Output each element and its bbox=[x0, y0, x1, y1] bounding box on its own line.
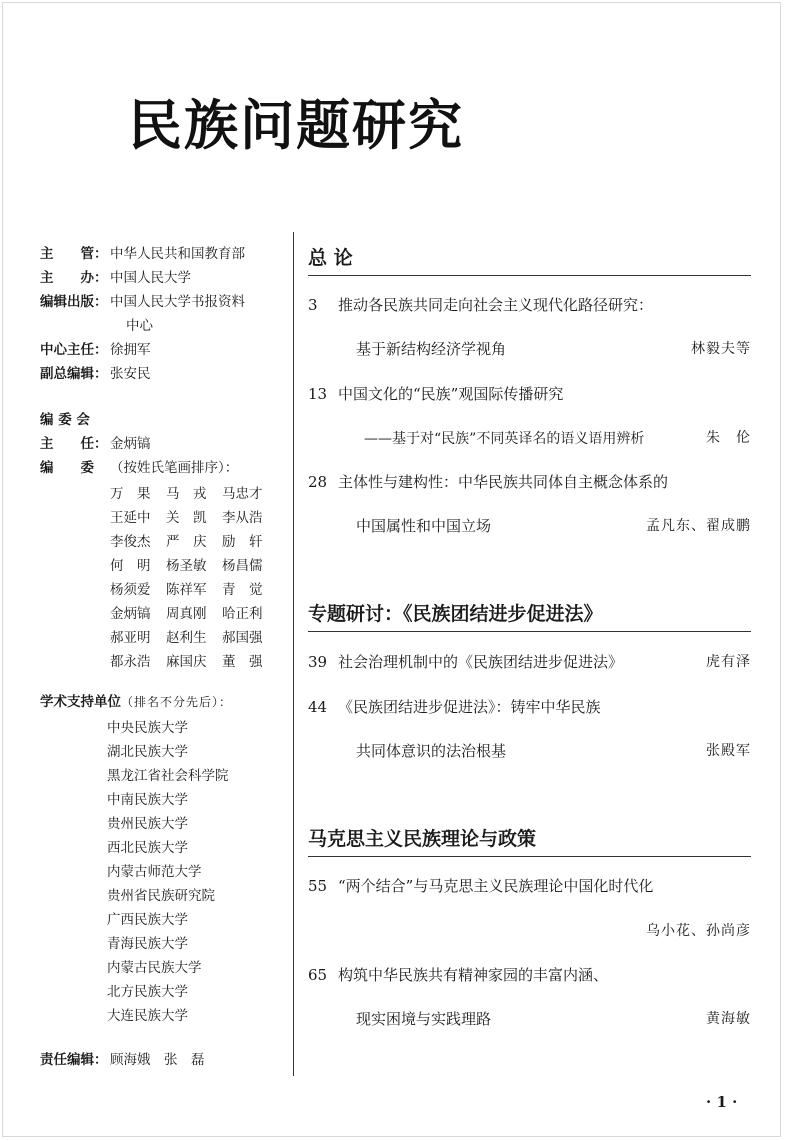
toc-entry-65-line2[interactable] bbox=[308, 1006, 751, 1032]
toc-article-title: “两个结合”与马克思主义民族理论中国化时代化 bbox=[338, 877, 654, 895]
toc-page-number: 39 bbox=[308, 653, 328, 671]
member-name: 赵利生 bbox=[166, 630, 207, 646]
members-label: 编 委 bbox=[40, 460, 94, 476]
toc-article-title: 《民族团结进步促进法》：铸牢中华民族 bbox=[338, 698, 601, 716]
masthead-publisher-line2 bbox=[126, 316, 153, 336]
toc-entry-28-line2[interactable] bbox=[308, 513, 751, 539]
column-divider bbox=[293, 232, 294, 1076]
member-name: 杨圣敏 bbox=[166, 558, 207, 574]
member-row bbox=[110, 482, 290, 506]
member-name: 李从浩 bbox=[222, 510, 263, 526]
support-unit: 中央民族大学 bbox=[107, 720, 188, 736]
toc-article-title: 推动各民族共同走向社会主义现代化路径研究： bbox=[338, 296, 654, 314]
masthead-editor bbox=[40, 1050, 205, 1070]
toc-entry-44-line1[interactable] bbox=[308, 694, 751, 720]
support-label: 学术支持单位 bbox=[40, 694, 121, 710]
toc-entry-3-line1[interactable] bbox=[308, 292, 751, 318]
publisher-value-line2: 中心 bbox=[126, 318, 153, 334]
member-name: 青 觉 bbox=[222, 582, 263, 598]
publisher-label: 编辑出版： bbox=[40, 294, 108, 310]
toc-author: 朱 伦 bbox=[706, 430, 751, 446]
member-name: 董 强 bbox=[222, 654, 263, 670]
toc-entry-3-line2[interactable] bbox=[308, 336, 751, 362]
sponsor-value: 中华人民共和国教育部 bbox=[110, 246, 245, 262]
support-unit: 内蒙古师范大学 bbox=[107, 864, 202, 880]
member-name: 郝亚明 bbox=[110, 630, 151, 646]
member-row bbox=[110, 578, 290, 602]
member-name: 金炳镐 bbox=[110, 606, 151, 622]
toc-author: 孟凡东、翟成鹏 bbox=[646, 518, 751, 534]
member-name: 麻国庆 bbox=[166, 654, 207, 670]
member-name: 杨须爱 bbox=[110, 582, 151, 598]
member-name: 王延中 bbox=[110, 510, 151, 526]
member-row bbox=[110, 554, 290, 578]
masthead-director bbox=[40, 340, 151, 360]
masthead-members-heading bbox=[40, 458, 238, 478]
member-name: 马忠才 bbox=[222, 486, 263, 502]
toc-author: 张殿军 bbox=[706, 743, 751, 759]
member-row bbox=[110, 530, 290, 554]
member-name: 何 明 bbox=[110, 558, 151, 574]
support-unit: 青海民族大学 bbox=[107, 936, 188, 952]
support-unit: 贵州省民族研究院 bbox=[107, 888, 215, 904]
toc-article-title: 构筑中华民族共有精神家园的丰富内涵、 bbox=[338, 966, 609, 984]
member-name: 励 轩 bbox=[222, 534, 263, 550]
member-name: 都永浩 bbox=[110, 654, 151, 670]
toc-page-number: 3 bbox=[308, 296, 318, 314]
toc-article-title: 社会治理机制中的《民族团结进步促进法》 bbox=[338, 653, 624, 671]
member-name: 马 戎 bbox=[166, 486, 207, 502]
member-name: 周真刚 bbox=[166, 606, 207, 622]
member-row bbox=[110, 506, 290, 530]
member-name: 杨昌儒 bbox=[222, 558, 263, 574]
support-unit: 黑龙江省社会科学院 bbox=[107, 768, 229, 784]
committee-heading: 编 委 会 bbox=[40, 412, 90, 428]
member-name: 严 庆 bbox=[166, 534, 207, 550]
editor-value: 顾海娥 张 磊 bbox=[110, 1052, 205, 1068]
masthead-sponsor bbox=[40, 244, 245, 264]
toc-article-subtitle: 基于新结构经济学视角 bbox=[356, 340, 507, 358]
deputy-label: 副总编辑： bbox=[40, 366, 108, 382]
toc-article-title: 中国文化的“民族”观国际传播研究 bbox=[338, 385, 564, 403]
member-name: 哈正利 bbox=[222, 606, 263, 622]
member-name: 万 果 bbox=[110, 486, 151, 502]
toc-author: 虎有泽 bbox=[706, 654, 751, 670]
toc-page-number: 28 bbox=[308, 473, 328, 491]
committee-heading-row bbox=[40, 410, 90, 430]
support-unit: 大连民族大学 bbox=[107, 1008, 188, 1024]
support-unit: 西北民族大学 bbox=[107, 840, 188, 856]
toc-page-number: 44 bbox=[308, 698, 328, 716]
host-label: 主 办： bbox=[40, 270, 108, 286]
member-name: 郝国强 bbox=[222, 630, 263, 646]
publisher-value-line1: 中国人民大学书报资料 bbox=[110, 294, 245, 310]
support-unit: 贵州民族大学 bbox=[107, 816, 188, 832]
chair-label: 主 任： bbox=[40, 436, 108, 452]
member-row bbox=[110, 626, 290, 650]
sponsor-label: 主 管： bbox=[40, 246, 108, 262]
toc-entry-13-line1[interactable] bbox=[308, 381, 751, 407]
journal-title: 民族问题研究 bbox=[128, 93, 464, 157]
toc-article-subtitle: 现实困境与实践理路 bbox=[356, 1010, 492, 1028]
member-row bbox=[110, 602, 290, 626]
editor-label: 责任编辑： bbox=[40, 1052, 108, 1068]
toc-entry-55-line2[interactable] bbox=[308, 918, 751, 944]
support-unit: 内蒙古民族大学 bbox=[107, 960, 202, 976]
director-label: 中心主任： bbox=[40, 342, 108, 358]
toc-entry-55-line1[interactable] bbox=[308, 873, 751, 899]
toc-author: 林毅夫等 bbox=[691, 341, 751, 357]
toc-entry-13-line2[interactable] bbox=[308, 425, 751, 451]
toc-article-title: 主体性与建构性：中华民族共同体自主概念体系的 bbox=[338, 473, 669, 491]
support-unit: 广西民族大学 bbox=[107, 912, 188, 928]
toc-page-number: 13 bbox=[308, 385, 328, 403]
deputy-value: 张安民 bbox=[110, 366, 151, 382]
support-unit-list bbox=[107, 716, 229, 1028]
support-note: （排名不分先后）： bbox=[121, 695, 233, 709]
toc-entry-65-line1[interactable] bbox=[308, 962, 751, 988]
support-heading bbox=[40, 692, 232, 712]
members-note: （按姓氏笔画排序）： bbox=[110, 460, 239, 476]
masthead-host bbox=[40, 268, 191, 288]
section-title-marxism: 马克思主义民族理论与政策 bbox=[308, 825, 751, 857]
masthead-chair bbox=[40, 434, 151, 454]
member-name: 关 凯 bbox=[166, 510, 207, 526]
member-grid bbox=[110, 482, 290, 674]
toc-page-number: 65 bbox=[308, 966, 328, 984]
member-name: 陈祥军 bbox=[166, 582, 207, 598]
section-title-general: 总 论 bbox=[308, 244, 751, 276]
member-name: 李俊杰 bbox=[110, 534, 151, 550]
support-unit: 湖北民族大学 bbox=[107, 744, 188, 760]
toc-entry-28-line1[interactable] bbox=[308, 469, 751, 495]
host-value: 中国人民大学 bbox=[110, 270, 191, 286]
toc-article-subtitle: ——基于对“民族”不同英译名的语义语用辨析 bbox=[364, 431, 645, 447]
toc-article-subtitle: 中国属性和中国立场 bbox=[356, 517, 492, 535]
page-number: · 1 · bbox=[706, 1093, 738, 1111]
toc-article-subtitle: 共同体意识的法治根基 bbox=[356, 742, 507, 760]
member-row bbox=[110, 650, 290, 674]
support-unit: 北方民族大学 bbox=[107, 984, 188, 1000]
toc-entry-39[interactable] bbox=[308, 649, 751, 675]
toc-page-number: 55 bbox=[308, 877, 328, 895]
section-title-special-topic: 专题研讨：《民族团结进步促进法》 bbox=[308, 600, 751, 632]
toc-author: 乌小花、孙尚彦 bbox=[646, 923, 751, 939]
toc-author: 黄海敏 bbox=[706, 1011, 751, 1027]
support-unit: 中南民族大学 bbox=[107, 792, 188, 808]
chair-value: 金炳镐 bbox=[110, 436, 151, 452]
masthead-deputy bbox=[40, 364, 151, 384]
toc-entry-44-line2[interactable] bbox=[308, 738, 751, 764]
director-value: 徐拥军 bbox=[110, 342, 151, 358]
masthead-publisher bbox=[40, 292, 245, 312]
